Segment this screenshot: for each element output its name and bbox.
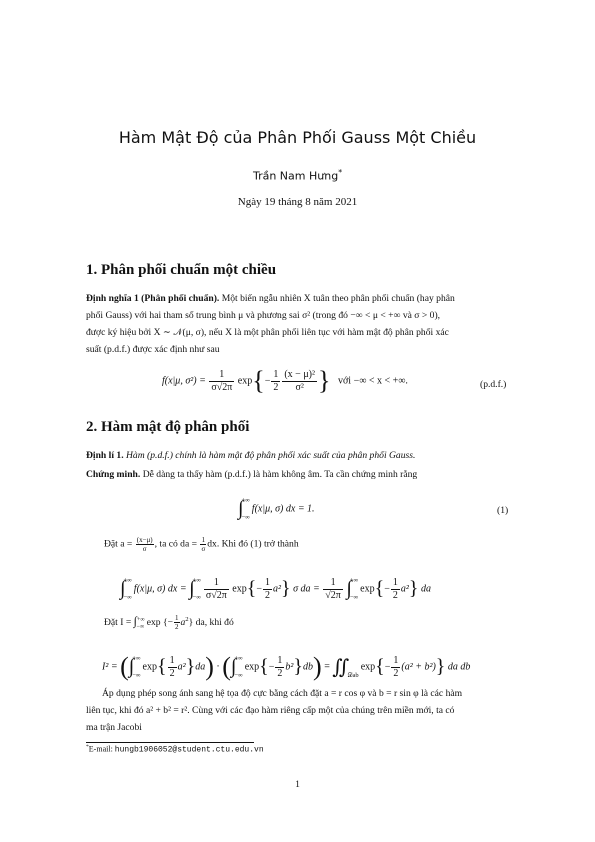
section-2-heading: 2. Hàm mật độ phân phối: [86, 419, 250, 435]
equation-2-a2-1: a²: [273, 583, 281, 595]
equation-2-a2-2: a²: [400, 583, 409, 595]
footnote-rule: [86, 742, 254, 743]
substitution-fraction: [136, 536, 154, 553]
substitution-den: σ: [142, 545, 147, 553]
pdf-domain: với −∞ < x < +∞.: [338, 375, 408, 387]
pdf-tag: (p.d.f.): [480, 379, 507, 390]
differential-fraction: [200, 536, 206, 553]
equation-2-da: da: [420, 583, 431, 595]
proof-label: Chứng minh.: [86, 469, 141, 480]
equation-3: I² = (∫ +∞ −∞ exp{ $\frac{1}{2}$ a²}da) · (∫ +∞ −∞ exp{− $\frac{1}{2}$ b²}db) = ∬ 𝒟ab exp{− $\frac{1}{2}$ (a² + b²)} da db: [102, 650, 470, 684]
pdf-formula: f(x|μ, σ²) = $\frac{1}{\sigma√2\pi}$ exp{− $\frac{1}{2}$ $\frac{\text{(x − μ)²}}{\text{σ²}}$ } với −∞ < x < +∞.: [162, 366, 408, 395]
definition-label: Định nghĩa 1 (Phân phối chuẩn).: [86, 293, 220, 304]
equation-2-exp-1: exp: [232, 583, 247, 595]
definition-line-4: suất (p.d.f.) được xác định như sau: [86, 344, 220, 355]
definition-text-1: Một biến ngẫu nhiên X tuân theo phân phối chuẩn (hay phân: [221, 293, 455, 304]
polar-line-1: Áp dụng phép song ánh sang hệ tọa độ cực bằng cách đặt a = r cos φ và b = r sin φ là các hàm: [102, 688, 463, 699]
substitution-text-c: dx. Khi đó (1) trở thành: [207, 538, 299, 550]
pdf-exponent-num: (x − μ)²: [284, 368, 316, 380]
equation-3-sum: (a² + b²): [401, 661, 436, 673]
page-number: 1: [295, 779, 300, 790]
theorem-text: Hàm (p.d.f.) chính là hàm mật độ phân phối xác suất của phân phối Gauss.: [126, 450, 416, 461]
i-definition-text-c: da, khi đó: [195, 617, 234, 628]
equation-1-body: f(x|μ, σ) dx = 1.: [251, 503, 315, 515]
differential-den: σ: [201, 545, 206, 553]
footnote-label: E-mail:: [88, 744, 113, 754]
equation-3-end: da db: [447, 661, 471, 673]
equation-1: ∫ +∞ −∞ f(x|μ, σ) dx = 1.: [238, 497, 315, 521]
definition-line-1: [86, 293, 455, 304]
equation-3-da-1: da: [195, 661, 206, 673]
substitution-line: [104, 536, 299, 553]
definition-line-3: được ký hiệu bởi X ∼ 𝒩(μ, σ), nếu X là một phân phối liên tục với hàm mật độ phân phối xác: [86, 327, 449, 338]
equation-2-exp-2: exp: [360, 583, 375, 595]
proof-line: [86, 469, 417, 480]
paper-title: Hàm Mật Độ của Phân Phối Gauss Một Chiều: [118, 128, 477, 147]
equation-3-domain: 𝒟ab: [347, 672, 359, 679]
section-1-heading: 1. Phân phối chuẩn một chiều: [86, 262, 277, 278]
pdf-normalizer-num: 1: [209, 369, 234, 382]
theorem-line: [86, 450, 415, 461]
date-line: Ngày 19 tháng 8 năm 2021: [237, 196, 358, 208]
equation-2-part-1: f(x|μ, σ) dx =: [133, 583, 187, 595]
substitution-text-a: Đặt a =: [104, 538, 133, 550]
definition-line-2: phối Gauss) với hai tham số trung bình μ và phương sai σ² (trong đó −∞ < μ < +∞ và σ > 0),: [86, 310, 441, 321]
equation-1-tag: (1): [497, 505, 509, 516]
pdf-normalizer-den: σ√2π: [211, 381, 233, 393]
pdf-exp: exp: [237, 375, 253, 387]
equation-2-part-3: σ da =: [293, 583, 320, 595]
substitution-num: (x−μ): [136, 536, 153, 544]
footnote: [86, 744, 264, 755]
proof-text: Dễ dàng ta thấy hàm (p.d.f.) là hàm không âm. Ta cần chứng minh rằng: [142, 469, 418, 480]
pdf-exponent-den: σ²: [295, 381, 304, 393]
i-definition-line: Đặt $I = \int^{+\infty}_{-\infty}$ exp {− $\frac{1}{2}$ $a^2$} da, khi đó: [104, 614, 234, 632]
equation-2: ∫ +∞ −∞ f(x|μ, σ) dx = ∫ +∞ −∞ $\frac{1}{\sigma√2\pi}$ exp{− $\frac{1}{2}$ a²} σ da = $\frac{1}{√2\pi}$ ∫ +∞ −∞ exp{− $\frac{1}{2}$ a²} da: [120, 576, 431, 601]
i-definition-exp: exp: [146, 617, 161, 628]
theorem-label: Định lí 1.: [86, 450, 124, 461]
differential-num: 1: [201, 536, 206, 544]
pdf-normalizer-fraction: [209, 369, 234, 394]
polar-line-2: liên tục, khi đó a² + b² = r². Cùng với các đạo hàm riêng cấp một của chúng trên miền mới, ta có: [86, 705, 455, 716]
polar-line-3: ma trận Jacobi: [86, 722, 142, 733]
pdf-formula-lhs: f(x|μ, σ²) =: [162, 375, 206, 387]
footnote-mark: *: [86, 744, 89, 750]
substitution-text-b: , ta có da =: [154, 538, 198, 550]
equation-3-lhs: I² =: [102, 661, 118, 673]
equation-3-a2: a²: [177, 661, 186, 673]
equation-3-b2: b²: [285, 661, 294, 673]
author-footnote-mark: *: [338, 168, 343, 177]
equation-3-db: db: [303, 661, 314, 673]
author-name: Trần Nam Hưng: [252, 169, 339, 183]
footnote-email: hungb1906052@student.ctu.edu.vn: [114, 745, 264, 755]
author-line: [0, 168, 595, 183]
pdf-exponent-fraction: [282, 369, 317, 394]
i-definition-text-a: Đặt I =: [104, 617, 132, 628]
